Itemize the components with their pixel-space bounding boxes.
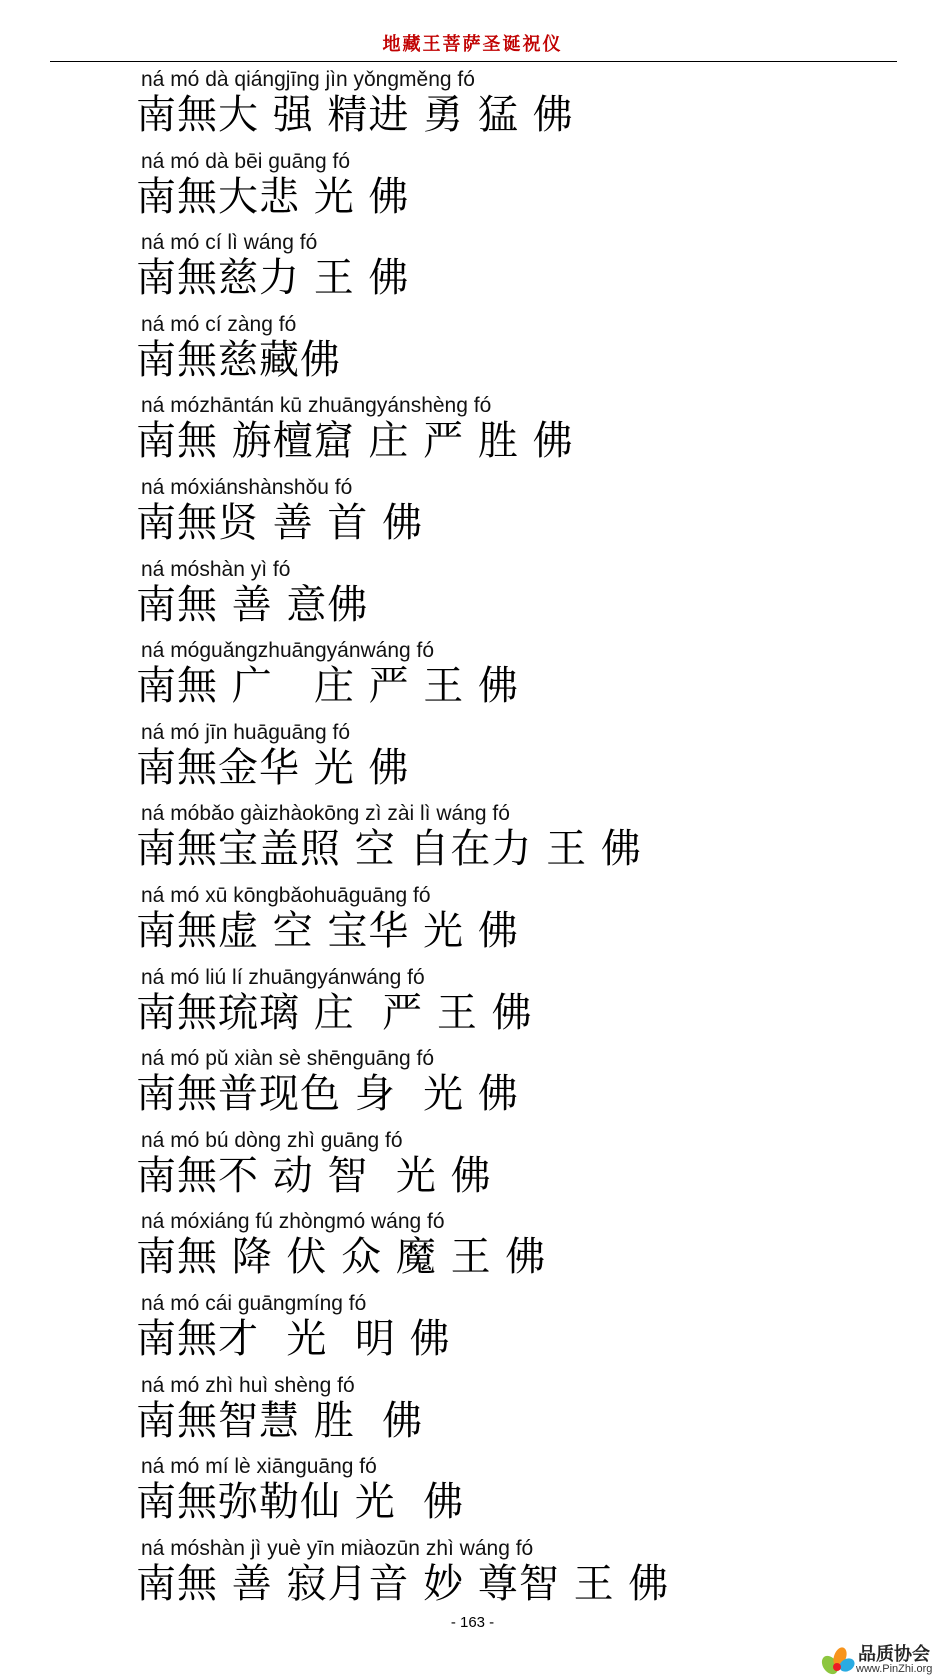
hanzi-line: 南無普现色 身 光 佛: [136, 1071, 519, 1118]
list-item: [136, 1047, 896, 1129]
hanzi-line: 南無弥勒仙 光 佛: [136, 1479, 465, 1526]
pinyin-line: ná mó mí lè xiānguāng fó: [141, 1455, 377, 1479]
page-number: - 163 -: [450, 1614, 495, 1631]
pinyin-line: ná móxiánshànshǒu fó: [141, 475, 353, 499]
pinzhi-logo-icon: [820, 1643, 856, 1677]
list-item: [136, 1210, 896, 1292]
hanzi-line: 南無宝盖照 空 自在力 王 佛: [136, 826, 642, 873]
pinyin-line: ná mó xū kōngbǎohuāguāng fó: [141, 883, 431, 907]
pinyin-line: ná mó dà qiángjīng jìn yǒngměng fó: [141, 68, 475, 91]
pinyin-line: ná mózhāntán kū zhuāngyánshèng fó: [141, 394, 492, 418]
pinyin-line: ná mó cái guāngmíng fó: [141, 1291, 367, 1315]
hanzi-line: 南無才 光 明 佛: [136, 1315, 451, 1362]
watermark-name: 品质协会: [858, 1644, 930, 1665]
list-item: [136, 802, 896, 884]
list-item: [136, 721, 896, 803]
watermark: [820, 1640, 945, 1680]
list-item: [136, 1537, 896, 1619]
pinyin-line: ná móshàn jì yuè yīn miàozūn zhì wáng fó: [141, 1536, 534, 1560]
hanzi-line: 南無不 动 智 光 佛: [136, 1152, 492, 1199]
list-item: [136, 394, 896, 476]
hanzi-line: 南無大 强 精进 勇 猛 佛: [136, 92, 574, 138]
pinyin-line: ná mó jīn huāguāng fó: [141, 720, 350, 744]
pinyin-line: ná móbǎo gàizhàokōng zì zài lì wáng fó: [141, 802, 510, 826]
list-item: [136, 1292, 896, 1374]
buddha-name-list: [136, 68, 896, 1618]
list-item: [136, 558, 896, 640]
pinyin-line: ná mó cí zàng fó: [141, 312, 297, 336]
pinyin-line: ná mó zhì huì shèng fó: [141, 1373, 355, 1397]
hanzi-line: 南無 降 伏 众 魔 王 佛: [136, 1234, 547, 1281]
hanzi-line: 南無慈藏佛: [136, 336, 341, 383]
hanzi-line: 南無 善 意佛: [136, 581, 369, 628]
hanzi-line: 南無琉璃 庄 严 王 佛: [136, 989, 533, 1036]
pinyin-line: ná móguǎngzhuāngyánwáng fó: [141, 639, 435, 663]
list-item: [136, 1129, 896, 1211]
hanzi-line: 南無金华 光 佛: [136, 744, 410, 791]
list-item: [136, 68, 896, 150]
list-item: [136, 1455, 896, 1537]
list-item: [136, 966, 896, 1048]
list-item: [136, 231, 896, 313]
pinyin-line: ná mó dà bēi guāng fó: [141, 149, 350, 173]
list-item: [136, 884, 896, 966]
hanzi-line: 南無 旃檀窟 庄 严 胜 佛: [136, 418, 574, 465]
list-item: [136, 476, 896, 558]
hanzi-line: 南無 善 寂月音 妙 尊智 王 佛: [136, 1560, 670, 1607]
pinyin-line: ná móxiáng fú zhòngmó wáng fó: [141, 1210, 445, 1234]
hanzi-line: 南無智慧 胜 佛: [136, 1397, 424, 1444]
list-item: [136, 150, 896, 232]
pinyin-line: ná móshàn yì fó: [141, 557, 291, 581]
hanzi-line: 南無大悲 光 佛: [136, 173, 410, 220]
hanzi-line: 南無虚 空 宝华 光 佛: [136, 907, 519, 954]
header-title: 地藏王菩萨圣诞祝仪: [382, 34, 563, 55]
pinyin-line: ná mó pǔ xiàn sè shēnguāng fó: [141, 1047, 435, 1071]
pinyin-line: ná mó liú lí zhuāngyánwáng fó: [141, 965, 425, 989]
pinyin-line: ná mó cí lì wáng fó: [141, 231, 318, 255]
list-item: [136, 1374, 896, 1456]
pinyin-line: ná mó bú dòng zhì guāng fó: [141, 1128, 403, 1152]
watermark-url: www.PinZhi.org: [856, 1663, 933, 1675]
header-divider: [50, 61, 897, 62]
list-item: [136, 313, 896, 395]
hanzi-line: 南無 广 庄 严 王 佛: [136, 663, 520, 710]
list-item: [136, 639, 896, 721]
hanzi-line: 南無慈力 王 佛: [136, 255, 410, 302]
hanzi-line: 南無贤 善 首 佛: [136, 499, 424, 546]
